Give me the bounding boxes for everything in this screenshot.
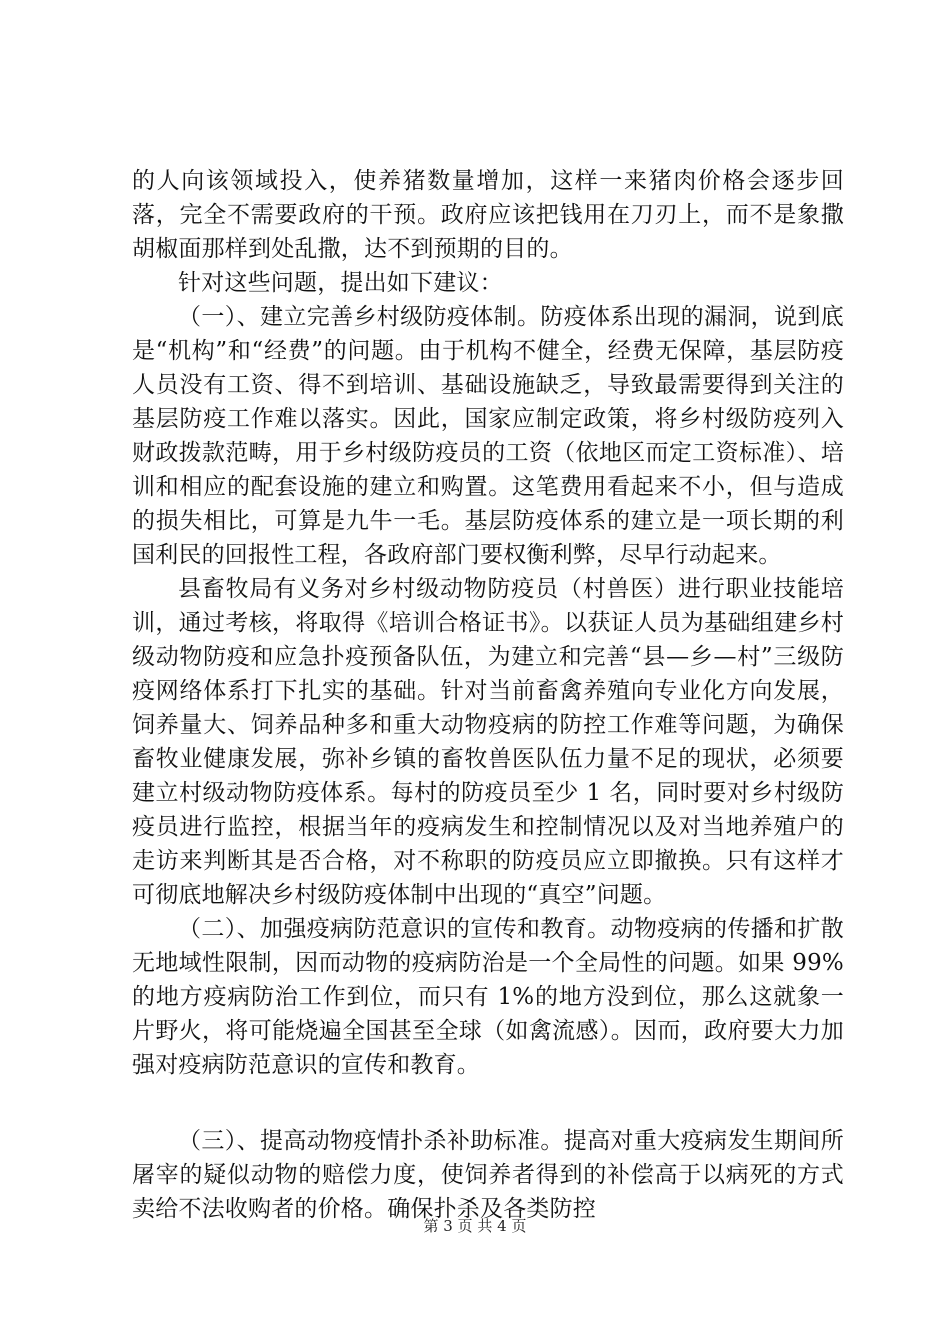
paragraph-suggestion-three: （三）、提高动物疫情扑杀补助标准。提高对重大疫病发生期间所屠宰的疑似动物的赔偿力度，使饲养者得到的补偿高于以病死的方式卖给不法收购者的价格。确保扑杀及各类防控 [132,1128,844,1222]
paragraph-suggestion-two: （二）、加强疫病防范意识的宣传和教育。动物疫病的传播和扩散无地域性限制，因而动物的疫病防治是一个全局性的问题。如果 99%的地方疫病防治工作到位，而只有 1%的地方没到位，那么这就象一片野火，将可能烧遍全国甚至全球（如禽流感）。因而，政府要大力加强对疫病防范意识的宣传和教育。 [132,916,844,1078]
document-body [132,164,844,1226]
paragraph-suggestion-one: （一）、建立完善乡村级防疫体制。防疫体系出现的漏洞，说到底是“机构”和“经费”的问题。由于机构不健全，经费无保障，基层防疫人员没有工资、得不到培训、基础设施缺乏，导致最需要得到关注的基层防疫工作难以落实。因此，国家应制定政策，将乡村级防疫列入财政拨款范畴，用于乡村级防疫员的工资（依地区而定工资标准）、培训和相应的配套设施的建立和购置。这笔费用看起来不小，但与造成的损失相比，可算是九牛一毛。基层防疫体系的建立是一项长期的利国利民的回报性工程，各政府部门要权衡利弊，尽早行动起来。 [132,304,844,568]
paragraph-training: 县畜牧局有义务对乡村级动物防疫员（村兽医）进行职业技能培训，通过考核，将取得《培训合格证书》。以获证人员为基础组建乡村级动物防疫和应急扑疫预备队伍，为建立和完善“县—乡—村”三级防疫网络体系打下扎实的基础。针对当前畜禽养殖向专业化方向发展，饲养量大、饲养品种多和重大动物疫病的防控工作难等问题，为确保畜牧业健康发展，弥补乡镇的畜牧兽医队伍力量不足的现状，必须要建立村级动物防疫体系。每村的防疫员至少 1 名，同时要对乡村级防疫员进行监控，根据当年的疫病发生和控制情况以及对当地养殖户的走访来判断其是否合格，对不称职的防疫员应立即撤换。只有这样才可彻底地解决乡村级防疫体制中出现的“真空”问题。 [132,576,844,908]
paragraph-suggestions-intro: 针对这些问题，提出如下建议： [178,270,503,296]
page-number-footer: 第 3 页 共 4 页 [423,1217,527,1235]
paragraph-continuation: 的人向该领域投入，使养猪数量增加，这样一来猪肉价格会逐步回落，完全不需要政府的干预。政府应该把钱用在刀刃上，而不是象撒胡椒面那样到处乱撒，达不到预期的目的。 [132,168,844,262]
